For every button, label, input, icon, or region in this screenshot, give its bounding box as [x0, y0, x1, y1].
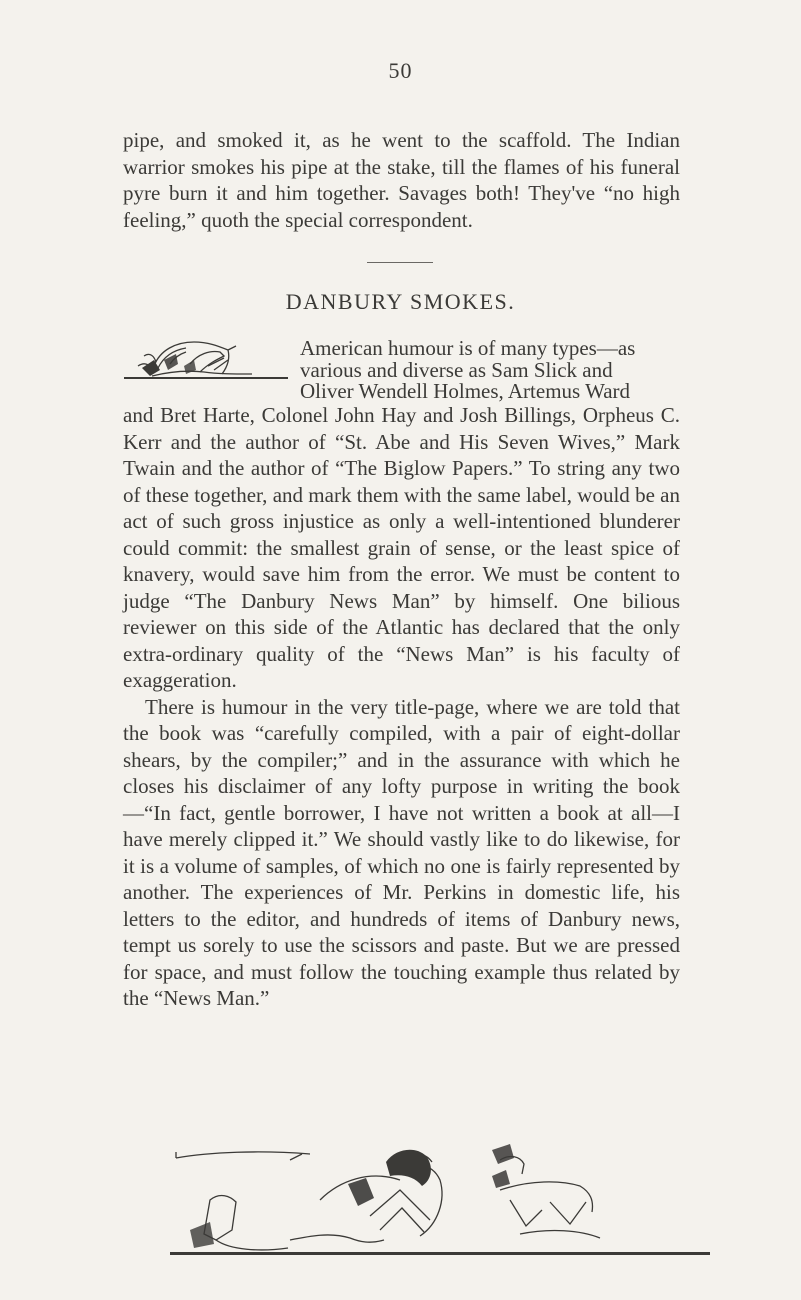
dropcap-line-2: various and diverse as Sam Slick and [300, 357, 613, 382]
section-title: DANBURY SMOKES. [285, 289, 516, 314]
dropcap-line-3: Oliver Wendell Holmes, Artemus Ward [300, 379, 631, 403]
paragraph-2: There is humour in the very title-page, where we are told that the book was “carefully compiled, with a pair of eight-dollar shears, by the compiler;” and in the assurance with which he closes his disclaimer of any lofty purpose in writing the book—“In fact, gentle borrower, I have not written a book at all—I have merely clipped it.” We should vastly like to do likewise, for it is a volume of samples, of which no one is fairly represented by another. The experiences of Mr. Perkins in domestic life, his letters to the editor, and hundreds of items of Danbury news, tempt us sorely to use the scissors and paste. But we are pressed for space, and must follow the touching example thus related by the “News Man.” [123, 694, 680, 1010]
section-divider [367, 262, 433, 263]
paragraph-1-rest: and Bret Harte, Colonel John Hay and Josh Billings, Orpheus C. Kerr and the author of “St. Abe and His Seven Wives,” Mark Twain and the author of “The Biglow Papers.” To string any two of these together, and mark them with the same label, would be an act of such gross injustice as only a well-intentioned blunderer could commit: the smallest grain of sense, or the least spice of knavery, would save him from the error. We must be content to judge “The Danbury News Man” by himself. One bilious reviewer on this side of the Atlantic has declared that the only extra-ordinary quality of the “News Man” is his faculty of exaggeration. [123, 403, 680, 692]
dropcap-line-1: American humour is of many types—as [300, 336, 636, 360]
page-number: 50 [388, 58, 413, 83]
tailpiece-illustration [170, 1140, 710, 1258]
opening-paragraph [123, 127, 680, 233]
opening-paragraph-text: pipe, and smoked it, as he went to the scaffold. The Indian warrior smokes his pipe at the stake, till the flames of his funeral pyre burn it and him together. Savages both! They've “no high feeling,” quoth the special correspondent. [123, 128, 680, 232]
headpiece-illustration [124, 336, 288, 380]
dropcap-lines [300, 338, 680, 403]
body-text [123, 402, 680, 1012]
